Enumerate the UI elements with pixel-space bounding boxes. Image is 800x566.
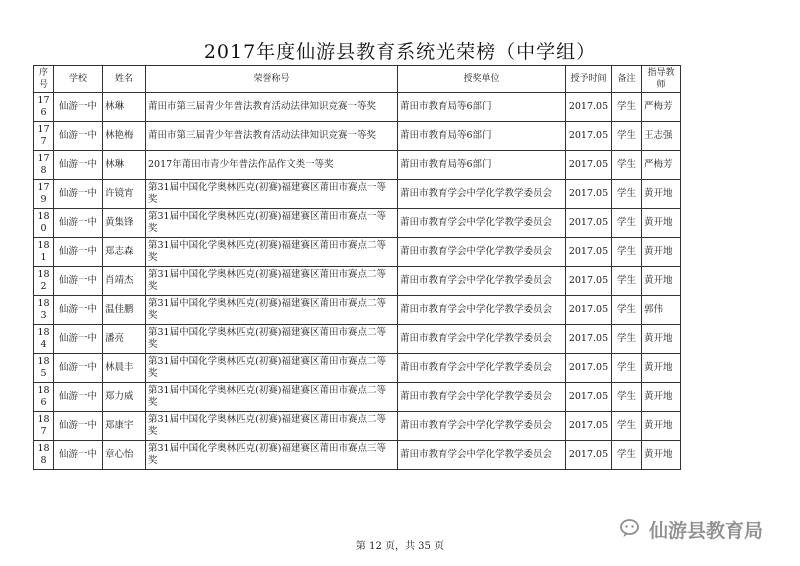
row-name: 郑志森 — [103, 238, 146, 267]
row-date: 2017.05 — [566, 354, 612, 383]
row-name: 黄集锋 — [103, 209, 146, 238]
row-award: 第31届中国化学奥林匹克(初赛)福建赛区莆田市赛点二等奖 — [146, 238, 398, 267]
table-row — [34, 325, 681, 354]
row-note: 学生 — [612, 354, 642, 383]
row-date: 2017.05 — [566, 441, 612, 470]
row-no: 181 — [34, 238, 54, 267]
row-no: 187 — [34, 412, 54, 441]
row-no: 178 — [34, 151, 54, 180]
row-note: 学生 — [612, 238, 642, 267]
row-name: 温佳鹏 — [103, 296, 146, 325]
row-issuer: 莆田市教育局等6部门 — [398, 151, 566, 180]
page-footer: 第 12 页，共 35 页 — [355, 541, 445, 552]
row-note: 学生 — [612, 267, 642, 296]
row-name: 潘亮 — [103, 325, 146, 354]
header-teacher: 指导教师 — [642, 66, 681, 93]
table-row — [34, 209, 681, 238]
row-teacher: 黄开地 — [642, 325, 681, 354]
honor-roll-table — [33, 65, 681, 470]
header-note: 备注 — [612, 66, 642, 93]
row-award: 莆田市第三届青少年普法教育活动法律知识竞赛一等奖 — [146, 122, 398, 151]
row-no: 180 — [34, 209, 54, 238]
row-teacher: 黄开地 — [642, 354, 681, 383]
row-school: 仙游一中 — [54, 325, 103, 354]
row-date: 2017.05 — [566, 412, 612, 441]
row-award: 第31届中国化学奥林匹克(初赛)福建赛区莆田市赛点二等奖 — [146, 296, 398, 325]
row-award: 第31届中国化学奥林匹克(初赛)福建赛区莆田市赛点二等奖 — [146, 354, 398, 383]
row-date: 2017.05 — [566, 238, 612, 267]
row-note: 学生 — [612, 209, 642, 238]
row-date: 2017.05 — [566, 267, 612, 296]
row-school: 仙游一中 — [54, 238, 103, 267]
row-note: 学生 — [612, 93, 642, 122]
row-no: 186 — [34, 383, 54, 412]
row-date: 2017.05 — [566, 122, 612, 151]
row-no: 177 — [34, 122, 54, 151]
row-school: 仙游一中 — [54, 354, 103, 383]
row-school: 仙游一中 — [54, 441, 103, 470]
row-date: 2017.05 — [566, 296, 612, 325]
row-date: 2017.05 — [566, 151, 612, 180]
row-date: 2017.05 — [566, 180, 612, 209]
row-teacher: 黄开地 — [642, 383, 681, 412]
table-row — [34, 354, 681, 383]
row-name: 林琳 — [103, 93, 146, 122]
row-note: 学生 — [612, 151, 642, 180]
page-title: 2017年度仙游县教育系统光荣榜（中学组） — [203, 41, 597, 63]
row-issuer: 莆田市教育学会中学化学教学委员会 — [398, 267, 566, 296]
header-award: 荣誉称号 — [146, 66, 398, 93]
header-issuer: 授奖单位 — [398, 66, 566, 93]
row-award: 第31届中国化学奥林匹克(初赛)福建赛区莆田市赛点二等奖 — [146, 325, 398, 354]
row-teacher: 黄开地 — [642, 209, 681, 238]
table-row — [34, 267, 681, 296]
row-issuer: 莆田市教育学会中学化学教学委员会 — [398, 354, 566, 383]
row-teacher: 黄开地 — [642, 180, 681, 209]
row-name: 林晨丰 — [103, 354, 146, 383]
row-issuer: 莆田市教育学会中学化学教学委员会 — [398, 238, 566, 267]
table-row — [34, 412, 681, 441]
row-award: 第31届中国化学奥林匹克(初赛)福建赛区莆田市赛点二等奖 — [146, 412, 398, 441]
row-name: 郑力威 — [103, 383, 146, 412]
row-issuer: 莆田市教育学会中学化学教学委员会 — [398, 441, 566, 470]
row-teacher: 严梅芳 — [642, 93, 681, 122]
header-no: 序号 — [34, 66, 54, 93]
row-name: 林琳 — [103, 151, 146, 180]
wechat-bubble-icon — [620, 518, 644, 540]
row-date: 2017.05 — [566, 209, 612, 238]
row-award: 第31届中国化学奥林匹克(初赛)福建赛区莆田市赛点一等奖 — [146, 180, 398, 209]
table-row — [34, 296, 681, 325]
row-no: 184 — [34, 325, 54, 354]
row-school: 仙游一中 — [54, 180, 103, 209]
row-teacher: 严梅芳 — [642, 151, 681, 180]
row-award: 莆田市第三届青少年普法教育活动法律知识竞赛一等奖 — [146, 93, 398, 122]
row-no: 176 — [34, 93, 54, 122]
watermark-text: 仙游县教育局 — [649, 519, 764, 542]
row-issuer: 莆田市教育局等6部门 — [398, 93, 566, 122]
row-award: 第31届中国化学奥林匹克(初赛)福建赛区莆田市赛点一等奖 — [146, 209, 398, 238]
row-school: 仙游一中 — [54, 267, 103, 296]
row-date: 2017.05 — [566, 325, 612, 354]
row-issuer: 莆田市教育学会中学化学教学委员会 — [398, 180, 566, 209]
table-row — [34, 93, 681, 122]
row-no: 182 — [34, 267, 54, 296]
row-teacher: 黄开地 — [642, 238, 681, 267]
account-watermark — [620, 514, 795, 544]
table-row — [34, 238, 681, 267]
row-teacher: 黄开地 — [642, 441, 681, 470]
row-name: 郑康宇 — [103, 412, 146, 441]
row-note: 学生 — [612, 383, 642, 412]
table-header-row — [34, 66, 681, 93]
table-row — [34, 151, 681, 180]
row-school: 仙游一中 — [54, 412, 103, 441]
row-name: 林艳梅 — [103, 122, 146, 151]
table-row — [34, 441, 681, 470]
table-body — [34, 93, 681, 470]
row-teacher: 黄开地 — [642, 412, 681, 441]
row-teacher: 郭伟 — [642, 296, 681, 325]
row-note: 学生 — [612, 441, 642, 470]
header-date: 授予时间 — [566, 66, 612, 93]
row-no: 188 — [34, 441, 54, 470]
row-no: 183 — [34, 296, 54, 325]
row-note: 学生 — [612, 325, 642, 354]
row-no: 185 — [34, 354, 54, 383]
row-issuer: 莆田市教育学会中学化学教学委员会 — [398, 383, 566, 412]
row-teacher: 王志强 — [642, 122, 681, 151]
table-row — [34, 383, 681, 412]
row-no: 179 — [34, 180, 54, 209]
row-school: 仙游一中 — [54, 151, 103, 180]
row-award: 2017年莆田市青少年普法作品作文类一等奖 — [146, 151, 398, 180]
row-school: 仙游一中 — [54, 209, 103, 238]
header-school: 学校 — [54, 66, 103, 93]
row-issuer: 莆田市教育学会中学化学教学委员会 — [398, 325, 566, 354]
row-name: 章心怡 — [103, 441, 146, 470]
row-award: 第31届中国化学奥林匹克(初赛)福建赛区莆田市赛点三等奖 — [146, 441, 398, 470]
row-school: 仙游一中 — [54, 296, 103, 325]
table-row — [34, 180, 681, 209]
row-issuer: 莆田市教育学会中学化学教学委员会 — [398, 412, 566, 441]
table-row — [34, 122, 681, 151]
row-note: 学生 — [612, 412, 642, 441]
row-award: 第31届中国化学奥林匹克(初赛)福建赛区莆田市赛点二等奖 — [146, 267, 398, 296]
row-note: 学生 — [612, 296, 642, 325]
row-note: 学生 — [612, 122, 642, 151]
row-teacher: 黄开地 — [642, 267, 681, 296]
row-school: 仙游一中 — [54, 122, 103, 151]
row-school: 仙游一中 — [54, 383, 103, 412]
row-issuer: 莆田市教育局等6部门 — [398, 122, 566, 151]
row-issuer: 莆田市教育学会中学化学教学委员会 — [398, 296, 566, 325]
row-date: 2017.05 — [566, 383, 612, 412]
header-name: 姓名 — [103, 66, 146, 93]
row-award: 第31届中国化学奥林匹克(初赛)福建赛区莆田市赛点二等奖 — [146, 383, 398, 412]
row-name: 许镜宵 — [103, 180, 146, 209]
row-issuer: 莆田市教育学会中学化学教学委员会 — [398, 209, 566, 238]
row-date: 2017.05 — [566, 93, 612, 122]
row-school: 仙游一中 — [54, 93, 103, 122]
row-name: 肖靖杰 — [103, 267, 146, 296]
row-note: 学生 — [612, 180, 642, 209]
